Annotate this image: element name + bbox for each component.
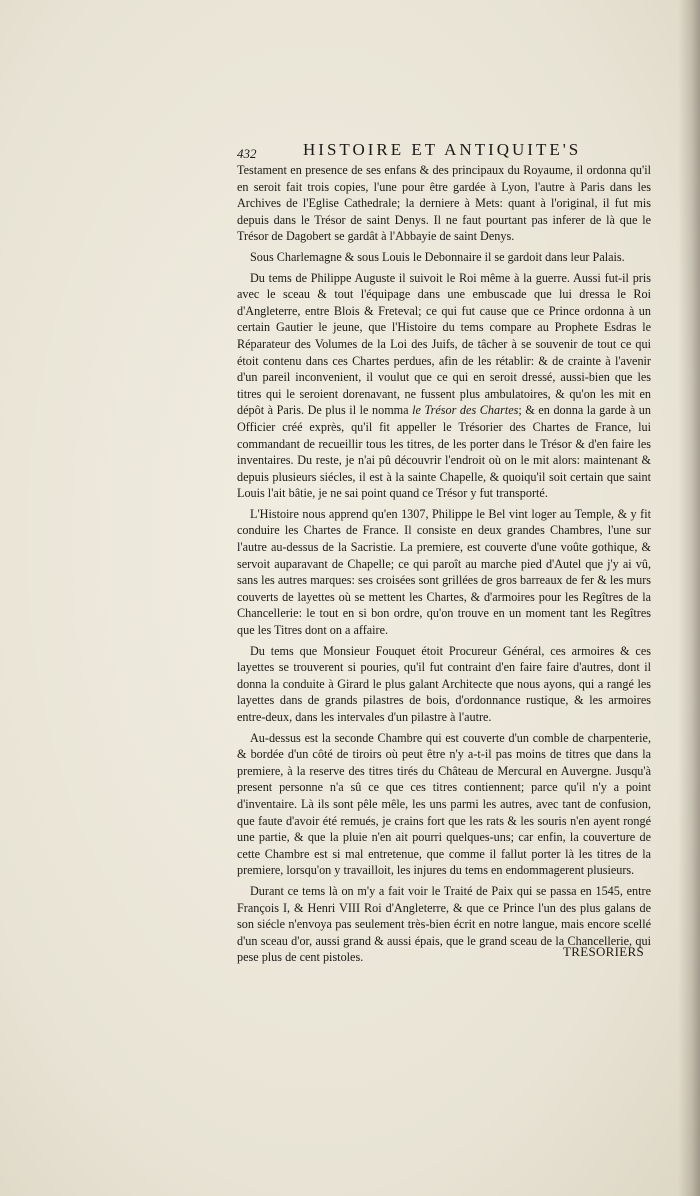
paragraph: Sous Charlemagne & sous Louis le Debonnaire il se gardoit dans leur Palais.: [250, 249, 625, 264]
paragraph: Au-dessus est la seconde Chambre qui est couverte d'un comble de charpenterie, & bordée d'un côté de tiroirs où peut être n'y a-t-il pas moins de titres que dans la premiere, à la reserve des titres tirés du Château de Mercural en Auvergne. Jusqu'à present personne n'a sû ce que ces titres contiennent; parce qu'il n'y a point d'inventaire. Là ils sont pêle mêle, les uns parmi les autres, avec tant de confusion, que faute d'avoir été remués, je crains fort que les rats & les souris n'en ayent rongé une partie, & que la pluie n'en ait pourri quelques-uns; car enfin, la couverture de cette Chambre est si mal entretenue, que comme il fallut porter là les titres de la premiere, lorsqu'on y travailloit, les injures du tems en endommagerent plusieurs.: [237, 730, 651, 878]
paragraph: L'Histoire nous apprend qu'en 1307, Philippe le Bel vint loger au Temple, & y fit conduire les Chartes de France. Il consiste en deux grandes Chambres, l'une sur l'autre au-dessus de la Sacristie. La premiere, est couverte d'une voûte gothique, & servoit auparavant de Chapelle; ce qui paroît au marche pied d'Autel que j'y ai vû, sans les autres marques: ses croisées sont grillées de gros barreaux de fer & les murs couverts de layettes où se mettent les Chartes, & d'armoires pour les Regîtres de la Chancellerie: le tout en si bon ordre, qu'on trouve en un moment tant les Regîtres que les Titres dont on a affaire.: [237, 506, 651, 638]
page-number: 432: [237, 146, 257, 161]
paragraph: Du tems que Monsieur Fouquet étoit Procureur Général, ces armoires & ces layettes se trouverent si pouries, qu'il fut contraint d'en faire faire d'autres, dont il donna la conduite à Girard le plus galant Architecte que nous ayons, qui a rangé les layettes dans de grands pilastres de bois, d'ordonnance rustique, & les armoires entre-deux, dans les intervales d'un pilastre à l'autre.: [237, 643, 651, 724]
binding-shadow: [678, 0, 700, 1196]
paragraph: Testament en presence de ses enfans & des principaux du Royaume, il ordonna qu'il en seroit fait trois copies, l'une pour être gardée à Lyon, l'autre à Paris dans les Archives de l'Eglise Cathedrale; la derniere à Mets: quant à l'original, il fut mis depuis dans le Trésor de saint Denys. Il ne faut pourtant pas inferer de là que le Trésor de Dagobert se gardât à l'Abbayie de saint Denys.: [237, 163, 651, 244]
paragraph: Durant ce tems là on m'y a fait voir le Traité de Paix qui se passa en 1545, entre François I, & Henri VIII Roi d'Angleterre, & que ce Prince l'un des plus galans de son siécle n'envoya pas seulement très-bien écrit en notre langue, mais encore scellé d'un sceau d'or, aussi grand & aussi épais, que le grand sceau de la Chancellerie, qui pese plus de cent pistoles.: [237, 883, 651, 965]
catchword: TRESORIERS: [563, 944, 645, 959]
paragraph: [237, 270, 651, 502]
italic-title: le Trésor des Chartes: [412, 403, 519, 418]
paragraph-text: Du tems de Philippe Auguste il suivoit le Roi même à la guerre. Aussi fut-il pris avec le sceau & tout l'équipage dans une embuscade que lui dressa le Roi d'Angleterre, entre Blois & Freteval; ce qui fut cause que ce Prince ordonna à un certain Gautier le jeune, que l'Histoire du tems compare au Prophete Esdras le Réparateur des Volumes de la Loi des Juifs, de tâcher à se souvenir de tout ce qui étoit contenu dans ces Chartes perdues, afin de les rétablir: & de crainte à l'avenir d'un pareil inconvenient, il voulut que ce qui en seroit dressé, aussi-bien que les titres qui le seroient dorenavant, ne fussent plus ambulatoires, & qu'on les mit en dépôt à Paris. De plus il le nomma: [237, 270, 651, 418]
page-header: [237, 140, 700, 164]
body-text: [237, 162, 651, 970]
running-title: HISTOIRE ET ANTIQUITE'S: [303, 140, 582, 159]
paragraph-text: ; & en donna la garde à un Officier créé exprès, qu'il fit appeller le Trésorier des Chartes de France, lui commandant de recueillir tous les titres, de les porter dans le Trésor & d'en faire les inventaires. Du reste, je n'ai pû découvrir l'endroit où on le mit alors: maintenant & depuis plusieurs siécles, il est à la sainte Chapelle, & quoiqu'il soit certain que saint Louis l'ait bâtie, je ne sai point quand ce Trésor y fut transporté.: [237, 403, 651, 501]
